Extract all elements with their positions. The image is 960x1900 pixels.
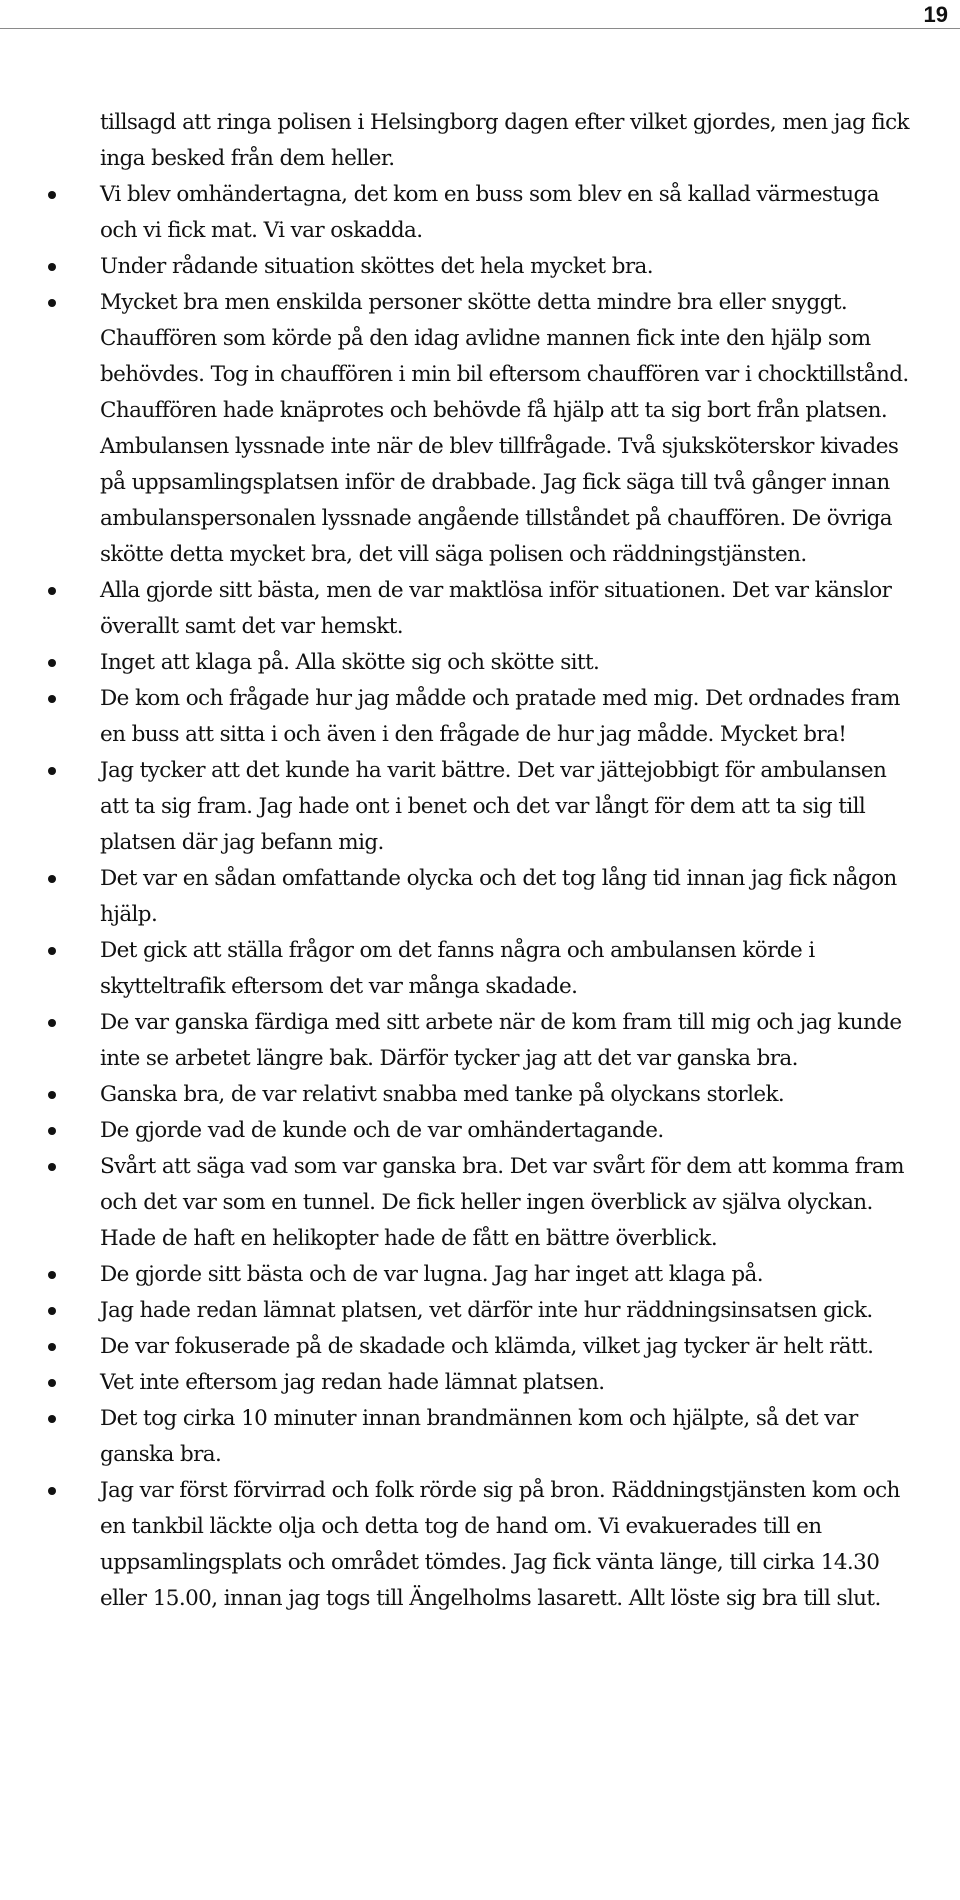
list-item-text: Ganska bra, de var relativt snabba med tanke på olyckans storlek. (100, 1082, 785, 1107)
bullet-icon (48, 659, 56, 667)
list-item (0, 933, 920, 1005)
list-item (0, 645, 920, 681)
bullet-icon (48, 1487, 56, 1495)
list-item (0, 573, 920, 645)
list-item (0, 249, 920, 285)
list-item-text: Mycket bra men enskilda personer skötte detta mindre bra eller snyggt. Chauffören som körde på den idag avlidne mannen fick inte den hjälp som behövdes. Tog in chauffören i min bil eftersom chauffören var i chocktillstånd. Chauffören hade knäprotes och behövde få hjälp att ta sig bort från platsen. Ambulansen lyssnade inte när de blev tillfrågade. Två sjuksköterskor kivades på uppsamlingsplatsen inför de drabbade. Jag fick säga till två gånger innan ambulanspersonalen lyssnade angående tillståndet på chauffören. De övriga skötte detta mycket bra, det vill säga polisen och räddningstjänsten. (100, 290, 909, 567)
bullet-icon (48, 875, 56, 883)
bullet-icon (48, 1163, 56, 1171)
list-item (0, 285, 920, 573)
bullet-icon (48, 767, 56, 775)
list-item (0, 1149, 920, 1257)
bullet-icon (48, 299, 56, 307)
list-item-text: Det tog cirka 10 minuter innan brandmännen kom och hjälpte, så det var ganska bra. (100, 1406, 858, 1467)
list-item-text: Alla gjorde sitt bästa, men de var maktlösa inför situationen. Det var känslor överallt samt det var hemskt. (100, 578, 892, 639)
bullet-icon (48, 1271, 56, 1279)
list-item-text: Jag var först förvirrad och folk rörde sig på bron. Räddningstjänsten kom och en tankbil läckte olja och detta tog de hand om. Vi evakuerades till en uppsamlingsplats och området tömdes. Jag fick vänta länge, till cirka 14.30 eller 15.00, innan jag togs till Ängelholms lasarett. Allt löste sig bra till slut. (100, 1478, 900, 1611)
list-item (0, 177, 920, 249)
list-item-text: De kom och frågade hur jag mådde och pratade med mig. Det ordnades fram en buss att sitta i och även i den frågade de hur jag mådde. Mycket bra! (100, 686, 900, 747)
bullet-icon (48, 587, 56, 595)
list-item-text: De gjorde vad de kunde och de var omhändertagande. (100, 1118, 664, 1143)
response-list (0, 177, 960, 1617)
list-item-text: Det var en sådan omfattande olycka och det tog lång tid innan jag fick någon hjälp. (100, 866, 897, 927)
list-item (0, 1077, 920, 1113)
list-item (0, 1473, 920, 1617)
list-item (0, 1257, 920, 1293)
list-item (0, 1005, 920, 1077)
bullet-icon (48, 1307, 56, 1315)
bullet-icon (48, 1091, 56, 1099)
bullet-icon (48, 695, 56, 703)
bullet-icon (48, 1127, 56, 1135)
list-item (0, 1329, 920, 1365)
list-item (0, 753, 920, 861)
list-item (0, 1113, 920, 1149)
list-item-text: Vi blev omhändertagna, det kom en buss som blev en så kallad värmestuga och vi fick mat. Vi var oskadda. (100, 182, 879, 243)
list-item-text: Det gick att ställa frågor om det fanns några och ambulansen körde i skytteltrafik eftersom det var många skadade. (100, 938, 815, 999)
list-item-text: De var ganska färdiga med sitt arbete när de kom fram till mig och jag kunde inte se arbetet längre bak. Därför tycker jag att det var ganska bra. (100, 1010, 902, 1071)
bullet-icon (48, 1019, 56, 1027)
bullet-icon (48, 191, 56, 199)
bullet-icon (48, 1415, 56, 1423)
continued-paragraph: tillsagd att ringa polisen i Helsingborg dagen efter vilket gjordes, men jag fick inga besked från dem heller. (100, 110, 909, 171)
bullet-icon (48, 1343, 56, 1351)
list-item-text: Svårt att säga vad som var ganska bra. Det var svårt för dem att komma fram och det var som en tunnel. De fick heller ingen överblick av själva olyckan. Hade de haft en helikopter hade de fått en bättre överblick. (100, 1154, 904, 1251)
bullet-icon (48, 947, 56, 955)
list-item-text: Inget att klaga på. Alla skötte sig och skötte sitt. (100, 650, 600, 675)
list-item-text: De var fokuserade på de skadade och klämda, vilket jag tycker är helt rätt. (100, 1334, 874, 1359)
list-item (0, 681, 920, 753)
list-item (0, 1293, 920, 1329)
bullet-icon (48, 1379, 56, 1387)
list-item (0, 861, 920, 933)
document-body (0, 105, 960, 1617)
list-item-text: Under rådande situation sköttes det hela mycket bra. (100, 254, 653, 279)
list-item-text: De gjorde sitt bästa och de var lugna. Jag har inget att klaga på. (100, 1262, 763, 1287)
bullet-icon (48, 263, 56, 271)
page-header (0, 0, 960, 29)
list-item (0, 1365, 920, 1401)
page-number: 19 (923, 2, 948, 27)
list-item-text: Jag hade redan lämnat platsen, vet därför inte hur räddningsinsatsen gick. (100, 1298, 873, 1323)
list-item (0, 1401, 920, 1473)
list-item-text: Jag tycker att det kunde ha varit bättre. Det var jättejobbigt för ambulansen att ta sig fram. Jag hade ont i benet och det var långt för dem att ta sig till platsen där jag befann mig. (100, 758, 887, 855)
list-item-text: Vet inte eftersom jag redan hade lämnat platsen. (100, 1370, 605, 1395)
